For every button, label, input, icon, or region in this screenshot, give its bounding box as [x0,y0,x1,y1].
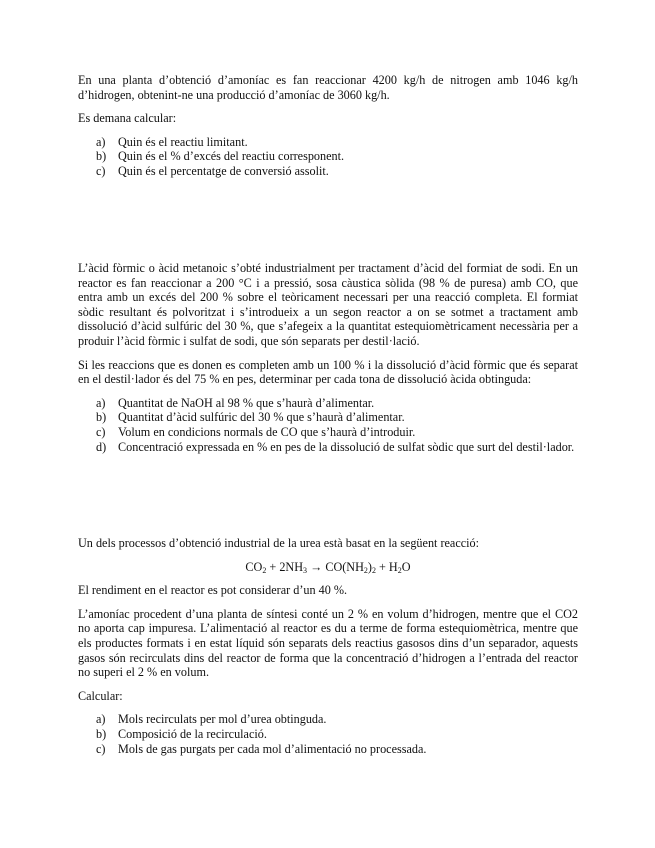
item-text: Mols recirculats per mol d’urea obtinguda. [118,712,327,727]
item-text: Concentració expressada en % en pes de la dissolució de sulfat sòdic que surt del destil·lador. [118,439,575,454]
problem-3 [78,536,578,756]
item-label: c) [96,424,106,439]
eq-sub: 2 [363,565,368,575]
problem-3-yield: El rendiment en el reactor es pot considerar d’un 40 %. [78,583,348,598]
chemical-equation [78,560,578,575]
list-item [78,742,578,757]
eq-part: → CO(NH [307,559,364,574]
problem-2 [78,261,578,454]
item-label: b) [96,410,107,425]
item-text: Volum en condicions normals de CO que s’haurà d’introduir. [118,424,416,439]
problem-1-ask: Es demana calcular: [78,111,177,126]
item-text: Quantitat de NaOH al 98 % que s’haurà d’alimentar. [118,395,375,410]
item-text: Quin és el % d’excés del reactiu corresponent. [118,149,345,164]
list-item [78,440,578,455]
eq-sub: 2 [262,565,267,575]
list-item [78,727,578,742]
problem-3-description: L’amoníac procedent d’una planta de síntesi conté un 2 % en volum d’hidrogen, mentre que el CO2 no aporta cap impuresa. L’alimentació al reactor es du a terme de forma estequiomètrica, mentre que els productes formats i en estat líquid són separats dels reactius gasosos dins d’un separador, aquests gasos són recirculats dins del reactor de forma que la concentració d’hidrogen a l’entrada del reactor no superi el 2 % en volum. [78,606,578,680]
list-item [78,425,578,440]
eq-part: CO [245,559,263,574]
list-item [78,396,578,411]
problem-1-intro: En una planta d’obtenció d’amoníac es fan reaccionar 4200 kg/h de nitrogen amb 1046 kg/h d’hidrogen, obtenint-ne una producció d’amoníac de 3060 kg/h. [78,73,578,102]
item-text: Quin és el percentatge de conversió assolit. [118,163,329,178]
item-label: b) [96,149,107,164]
item-text: Quantitat d’àcid sulfúric del 30 % que s’haurà d’alimentar. [118,410,405,425]
eq-part: + 2NH [266,559,304,574]
problem-1-list [78,135,578,179]
item-text: Quin és el reactiu limitant. [118,134,248,149]
eq-part: O [401,559,411,574]
eq-sub: 2 [371,565,376,575]
list-item [78,164,578,179]
item-label: d) [96,439,107,454]
item-label: b) [96,726,107,741]
eq-part: ) [367,559,372,574]
item-label: a) [96,712,106,727]
problem-3-ask: Calcular: [78,688,123,703]
problem-2-intro: L’àcid fòrmic o àcid metanoic s’obté industrialment per tractament d’àcid del formiat de sodi. En un reactor es fan reaccionar a 200 °C i a pressió, sosa càustica sòlida (98 % de puresa) amb CO, que entra amb un excés del 200 % sobre el teòricament necessari per una reacció completa. El formiat sòdic resultant és polvoritzat i s’introdueix a un segon reactor a on se sotmet a tractament amb dissolució d’àcid sulfúric del 30 %, que s’afegeix a la quantitat estequiomètricament necessària per a produir l’àcid fòrmic i sulfat de sodi, que són separats per destil·lació. [78,261,578,348]
problem-1 [78,73,578,179]
eq-sub: 3 [303,565,308,575]
item-label: a) [96,395,106,410]
list-item [78,410,578,425]
item-label: a) [96,134,106,149]
list-item [78,149,578,164]
list-item [78,712,578,727]
problem-3-intro: Un dels processos d’obtenció industrial de la urea està basat en la següent reacció: [78,536,480,550]
problem-2-condition: Si les reaccions que es donen es completen amb un 100 % i la dissolució d’àcid fòrmic que és separat en el destil·lador és del 75 % en pes, determinar per cada tona de dissolució àcida obtinguda: [78,357,578,387]
list-item [78,135,578,150]
problem-3-list [78,712,578,756]
item-text: Composició de la recirculació. [118,726,267,741]
eq-part: + H [375,559,398,574]
item-label: c) [96,163,106,178]
item-label: c) [96,741,106,756]
eq-sub: 2 [397,565,402,575]
problem-2-list [78,396,578,454]
item-text: Mols de gas purgats per cada mol d’alimentació no processada. [118,741,427,756]
